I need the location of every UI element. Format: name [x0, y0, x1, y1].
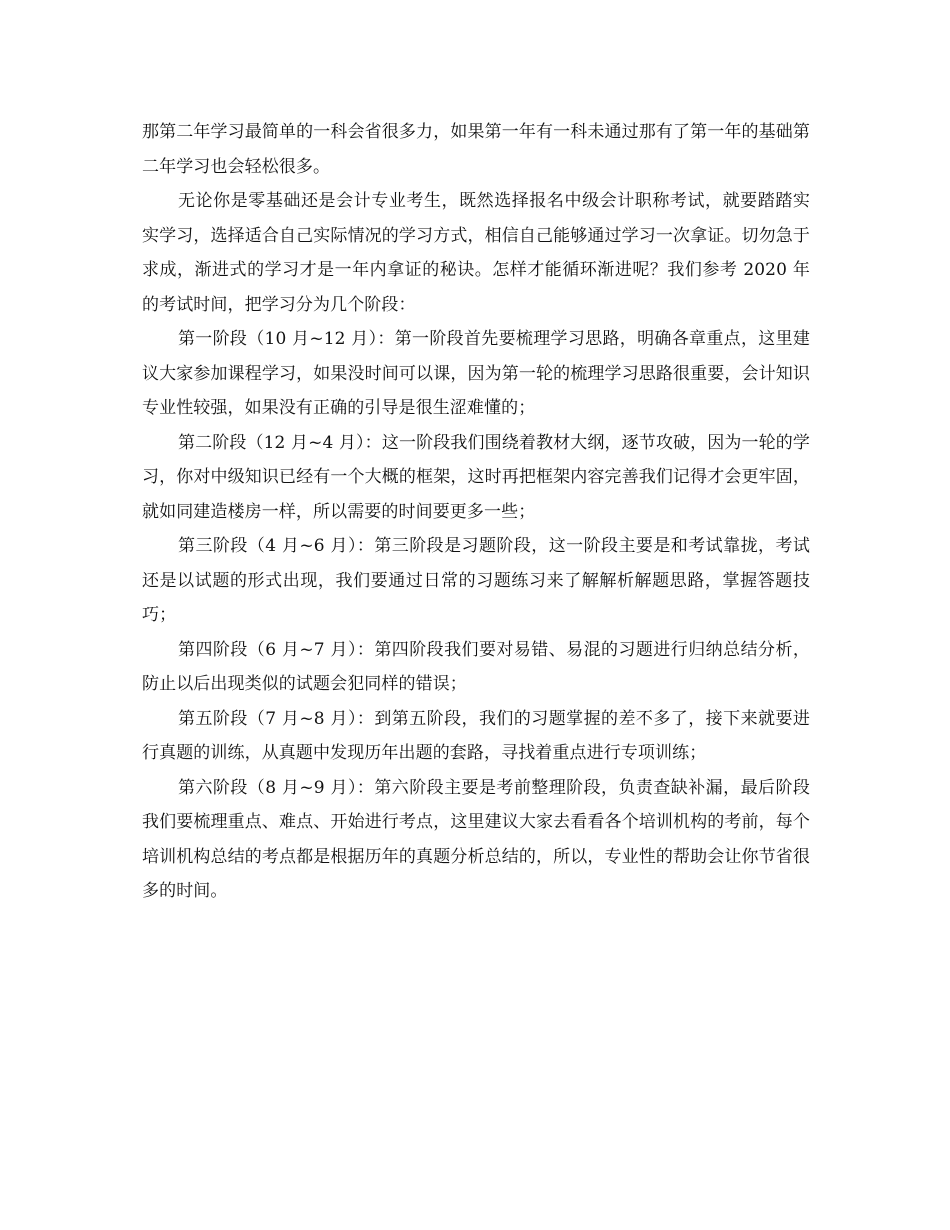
- paragraph-stage-1: 第一阶段（10 月~12 月）：第一阶段首先要梳理学习思路，明确各章重点，这里建议大家参加课程学习，如果没时间可以课，因为第一轮的梳理学习思路很重要，会计知识专业性较强，如果没有正确的引导是很生涩难懂的；: [142, 329, 810, 418]
- paragraph-intro: 无论你是零基础还是会计专业考生，既然选择报名中级会计职称考试，就要踏踏实实学习，选择适合自己实际情况的学习方式，相信自己能够通过学习一次拿证。切勿急于求成，渐进式的学习才是一年内拿证的秘诀。怎样才能循环渐进呢？我们参考 2020 年的考试时间，把学习分为几个阶段：: [142, 191, 810, 315]
- document-body: [142, 115, 810, 909]
- paragraph-stage-6: 第六阶段（8 月~9 月）：第六阶段主要是考前整理阶段，负责查缺补漏，最后阶段我们要梳理重点、难点、开始进行考点，这里建议大家去看看各个培训机构的考前，每个培训机构总结的考点都是根据历年的真题分析总结的，所以，专业性的帮助会让你节省很多的时间。: [142, 777, 810, 901]
- paragraph-stage-3: 第三阶段（4 月~6 月）：第三阶段是习题阶段，这一阶段主要是和考试靠拢，考试还是以试题的形式出现，我们要通过日常的习题练习来了解解析解题思路，掌握答题技巧；: [142, 536, 810, 625]
- paragraph-stage-4: 第四阶段（6 月~7 月）：第四阶段我们要对易错、易混的习题进行归纳总结分析，防止以后出现类似的试题会犯同样的错误；: [142, 639, 810, 694]
- paragraph-stage-5: 第五阶段（7 月~8 月）：到第五阶段，我们的习题掌握的差不多了，接下来就要进行真题的训练，从真题中发现历年出题的套路，寻找着重点进行专项训练；: [142, 708, 810, 763]
- paragraph-continuation: 那第二年学习最简单的一科会省很多力，如果第一年有一科未通过那有了第一年的基础第二年学习也会轻松很多。: [142, 122, 810, 177]
- paragraph-stage-2: 第二阶段（12 月~4 月）：这一阶段我们围绕着教材大纲，逐节攻破，因为一轮的学习，你对中级知识已经有一个大概的框架，这时再把框架内容完善我们记得才会更牢固，就如同建造楼房一样，所以需要的时间要更多一些；: [142, 432, 810, 522]
